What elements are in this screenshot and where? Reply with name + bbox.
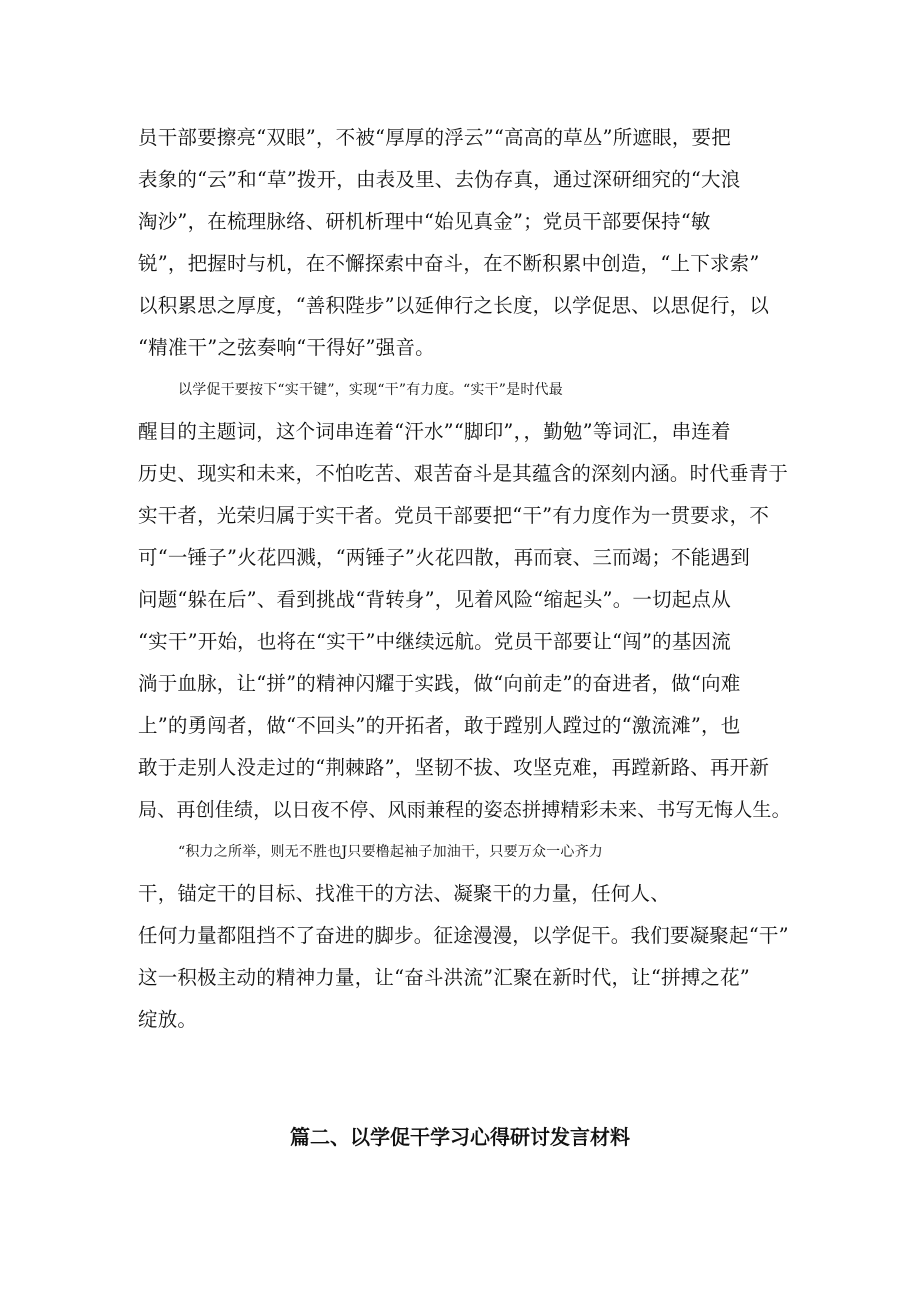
body-text-line: 表象的“云”和“草”拨开，由表及里、去伪存真，通过深研细究的“大浪 xyxy=(138,168,741,191)
body-text-line: 锐”，把握时与机，在不懈探索中奋斗，在不断积累中创造，“上下求索” xyxy=(138,252,760,275)
body-text-line: 实干者，光荣归属于实干者。党员干部要把“干”有力度作为一贯要求，不 xyxy=(138,504,770,527)
body-text-line: 以学促干要按下“实干键”，实现“干”有力度。“实干”是时代最 xyxy=(178,382,563,398)
body-text-line: “实干”开始，也将在“实干”中继续远航。党员干部要让“闯”的基因流 xyxy=(138,630,731,653)
body-text-line: 敢于走别人没走过的“荆棘路”，坚韧不拔、攻坚克难，再蹚新路、再开新 xyxy=(138,756,770,779)
body-text-line: 这一积极主动的精神力量，让“奋斗洪流”汇聚在新时代，让“拼搏之花” xyxy=(138,966,750,989)
body-text-line: 绽放。 xyxy=(138,1008,198,1031)
body-text-line: “积力之所举，则无不胜也J只要橹起袖子加油干，只要万众一心齐力 xyxy=(178,844,603,860)
body-text-line: 任何力量都阻挡不了奋进的脚步。征途漫漫，以学促干。我们要凝聚起“干” xyxy=(138,924,789,947)
body-text-line: 问题“躲在后”、看到挑战“背转身”，见着风险“缩起头”。一切起点从 xyxy=(138,588,731,611)
body-text-line: 员干部要擦亮“双眼”，不被“厚厚的浮云”“高高的草丛”所遮眼，要把 xyxy=(138,126,731,149)
body-text-line: 以积累思之厚度，“善积陛步”以延伸行之长度，以学促思、以思促行，以 xyxy=(138,294,770,317)
body-text-line: 淘沙”，在梳理脉络、研机析理中“始见真金”；党员干部要保持“敏 xyxy=(138,210,711,233)
body-text-line: 历史、现实和未来，不怕吃苦、艰苦奋斗是其蕴含的深刻内涵。时代垂青于 xyxy=(138,462,789,485)
section-heading: 篇二、以学促干学习心得研讨发言材料 xyxy=(290,1125,630,1149)
body-text-line: 可“一锤子”火花四溅，“两锤子”火花四散，再而衰、三而竭；不能遇到 xyxy=(138,546,750,569)
body-text-line: “精准干”之弦奏响“干得好”强音。 xyxy=(138,336,435,359)
body-text-line: 上”的勇闯者，做“不回头”的开拓者，敢于蹚别人蹚过的“激流滩”，也 xyxy=(138,714,741,737)
body-text-line: 淌于血脉，让“拼”的精神闪耀于实践，做“向前走”的奋进者，做“向难 xyxy=(138,672,741,695)
body-text-line: 醒目的主题词，这个词串连着“汗水”“脚印”，，勤勉”等词汇，串连着 xyxy=(138,420,731,443)
body-text-line: 干，锚定干的目标、找准干的方法、凝聚干的力量，任何人、 xyxy=(138,882,670,905)
body-text-line: 局、再创佳绩，以日夜不停、风雨兼程的姿态拼搏精彩未来、书写无悔人生。 xyxy=(138,799,791,821)
